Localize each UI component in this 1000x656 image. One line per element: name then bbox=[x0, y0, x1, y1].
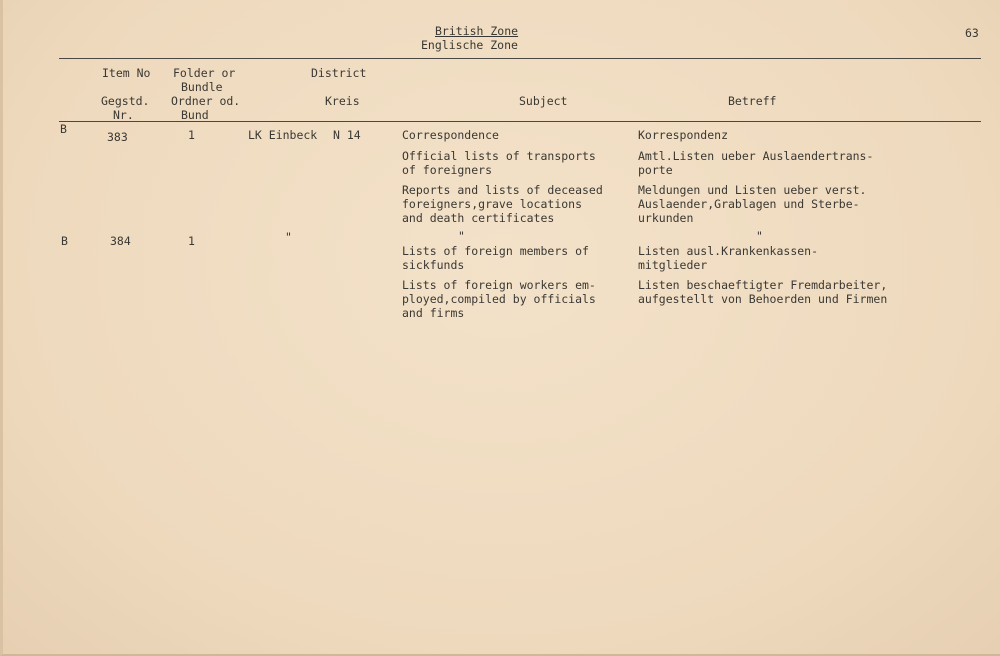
betreff-entry: Listen ausl.Krankenkassen- mitglieder bbox=[638, 244, 819, 272]
col-nr: Nr. bbox=[113, 108, 134, 122]
col-kreis: Kreis bbox=[325, 94, 360, 108]
row-mark: B bbox=[61, 234, 68, 248]
subject-entry: Correspondence bbox=[402, 128, 499, 142]
item-number: 383 bbox=[107, 130, 128, 144]
row-mark: B bbox=[60, 122, 67, 136]
folder-count: 1 bbox=[188, 234, 195, 248]
zone-title-de: Englische Zone bbox=[421, 38, 518, 52]
betreff-ditto: " bbox=[756, 229, 763, 243]
zone-title-en: British Zone bbox=[435, 24, 519, 38]
col-item-no: Item No bbox=[102, 66, 151, 80]
item-number: 384 bbox=[110, 234, 131, 248]
col-betreff: Betreff bbox=[728, 94, 777, 108]
subject-entry: Reports and lists of deceased foreigners,grave locations and death certificates bbox=[402, 183, 603, 225]
col-gegstd: Gegstd. bbox=[101, 94, 150, 108]
betreff-entry: Korrespondenz bbox=[638, 128, 729, 142]
col-ordner: Ordner od. bbox=[171, 94, 241, 108]
subject-entry: Lists of foreign members of sickfunds bbox=[402, 244, 589, 272]
district-ditto: " bbox=[285, 230, 292, 244]
header-rule-bottom bbox=[59, 121, 981, 122]
header-rule-top bbox=[59, 58, 981, 59]
district-ref: N 14 bbox=[333, 128, 361, 142]
col-bundle: Bundle bbox=[181, 80, 223, 94]
betreff-entry: Listen beschaeftigter Fremdarbeiter, aufgestellt von Behoerden und Firmen bbox=[638, 278, 888, 306]
subject-entry: Lists of foreign workers em- ployed,compiled by officials and firms bbox=[402, 278, 596, 320]
page-number: 63 bbox=[965, 26, 979, 40]
subject-entry: Official lists of transports of foreigners bbox=[402, 149, 596, 177]
col-folder: Folder or bbox=[173, 66, 236, 80]
folder-count: 1 bbox=[188, 128, 195, 142]
col-district: District bbox=[311, 66, 367, 80]
col-bund: Bund bbox=[181, 108, 209, 122]
col-subject: Subject bbox=[519, 94, 568, 108]
district-name: LK Einbeck bbox=[248, 128, 318, 142]
subject-ditto: " bbox=[458, 229, 465, 243]
betreff-entry: Meldungen und Listen ueber verst. Auslaender,Grablagen und Sterbe- urkunden bbox=[638, 183, 867, 225]
betreff-entry: Amtl.Listen ueber Auslaendertrans- porte bbox=[638, 149, 874, 177]
